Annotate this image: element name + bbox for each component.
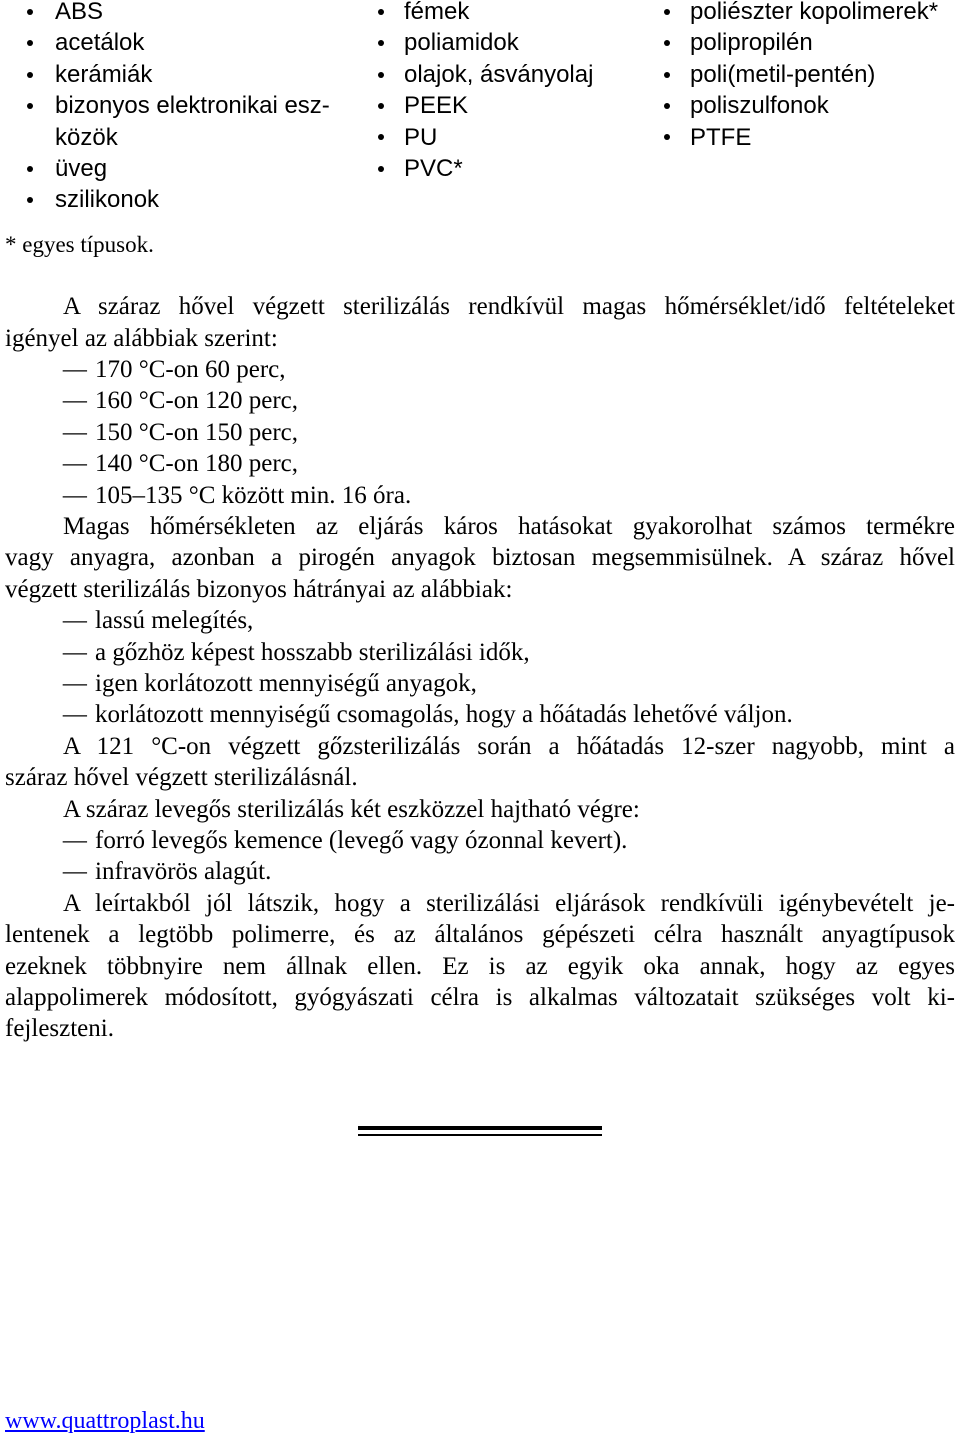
list-item xyxy=(404,0,593,27)
body-text xyxy=(5,291,955,1044)
dash-list-item xyxy=(5,699,955,730)
list-item-text: fémek xyxy=(404,0,470,25)
bullet-icon xyxy=(378,72,384,78)
list-item-text: kerámiák xyxy=(55,60,153,88)
text-line: Magas hőmérsékleten az eljárás káros hatásokat gyakorolhat számos termékre xyxy=(63,513,955,541)
double-rule-separator xyxy=(358,1126,602,1138)
paragraph xyxy=(5,511,955,605)
bullet-icon xyxy=(378,9,384,15)
dash-bullet: – xyxy=(63,701,87,729)
list-item xyxy=(690,27,938,58)
dash-list-item-text: a gőzhöz képest hosszabb sterilizálási idők, xyxy=(95,638,530,666)
bullet-icon xyxy=(378,40,384,46)
bullet-icon xyxy=(378,103,384,109)
text-line: fejleszteni. xyxy=(5,1015,114,1043)
dash-list-item-text: korlátozott mennyiségű csomagolás, hogy a hőátadás lehetővé váljon. xyxy=(95,701,793,729)
dash-bullet: – xyxy=(63,418,87,446)
list-item xyxy=(690,0,938,27)
footer-website-link[interactable]: www.quattroplast.hu xyxy=(5,1408,205,1434)
bullet-icon xyxy=(27,166,33,172)
material-list-column-3 xyxy=(690,0,938,153)
list-item xyxy=(404,122,593,153)
bullet-icon xyxy=(27,103,33,109)
dash-list-item xyxy=(5,417,955,448)
dash-list-item xyxy=(5,856,955,887)
dash-bullet: – xyxy=(63,669,87,697)
dash-list-item-text: 170 °C-on 60 perc, xyxy=(95,356,286,384)
dash-bullet: – xyxy=(63,858,87,886)
bullet-icon xyxy=(664,134,670,140)
bullet-icon xyxy=(664,9,670,15)
paragraph xyxy=(5,731,955,794)
dash-list-item xyxy=(5,825,955,856)
list-item xyxy=(55,90,330,153)
dash-bullet: – xyxy=(63,638,87,666)
list-item-text: PEEK xyxy=(404,92,469,120)
dash-list-item-text: lassú melegítés, xyxy=(95,607,254,635)
list-item-text: poliszulfonok xyxy=(690,92,829,120)
dash-bullet: – xyxy=(63,356,87,384)
material-list-column-2 xyxy=(404,0,593,184)
list-item xyxy=(404,153,593,184)
bullet-icon xyxy=(27,40,33,46)
material-lists xyxy=(0,0,960,226)
dash-list-item-text: 160 °C-on 120 perc, xyxy=(95,387,299,415)
dash-bullet: – xyxy=(63,387,87,415)
list-item xyxy=(55,59,330,90)
paragraph xyxy=(5,291,955,354)
dash-list-item-text: forró levegős kemence (levegő vagy ózonnal kevert). xyxy=(95,826,628,854)
list-item-text: PTFE xyxy=(690,123,752,151)
list-item xyxy=(55,153,330,184)
bullet-icon xyxy=(27,197,33,203)
material-list-column-1 xyxy=(55,0,330,216)
paragraph xyxy=(5,888,955,1045)
text-line: A száraz levegős sterilizálás két eszközzel hajtható végre: xyxy=(63,795,640,823)
paragraph xyxy=(5,794,955,825)
dash-list-item-text: 140 °C-on 180 perc, xyxy=(95,450,299,478)
dash-list-item xyxy=(5,605,955,636)
text-line: száraz hővel végzett sterilizálásnál. xyxy=(5,764,358,792)
list-item-text: poli(metil-pentén) xyxy=(690,60,876,88)
text-line: A 121 °C-on végzett gőzsterilizálás során a hőátadás 12-szer nagyobb, mint a xyxy=(63,732,955,760)
bullet-icon xyxy=(664,72,670,78)
dash-bullet: – xyxy=(63,481,87,509)
list-item-text: poliészter kopolimerek* xyxy=(690,0,939,25)
text-line: alappolimerek módosított, gyógyászati célra is alkalmas változatait szükséges volt ki- xyxy=(5,983,955,1011)
dash-bullet: – xyxy=(63,450,87,478)
dash-list-item xyxy=(5,385,955,416)
list-item xyxy=(690,59,938,90)
separator-thin-line xyxy=(358,1134,602,1136)
dash-list-item xyxy=(5,354,955,385)
bullet-icon xyxy=(664,40,670,46)
list-item-text-continued: közök xyxy=(55,123,118,151)
text-line: ezeknek többnyire nem állnak ellen. Ez is az egyik oka annak, hogy az egyes xyxy=(5,952,955,980)
list-item-text: PVC* xyxy=(404,155,463,183)
dash-bullet: – xyxy=(63,607,87,635)
list-item-text: acetálok xyxy=(55,29,145,57)
list-item-text: olajok, ásványolaj xyxy=(404,60,594,88)
list-item-text: üveg xyxy=(55,155,108,183)
text-line: vagy anyagra, azonban a pirogén anyagok biztosan megsemmisülnek. A száraz hővel xyxy=(5,544,955,572)
bullet-icon xyxy=(27,9,33,15)
list-item-text: poliamidok xyxy=(404,29,519,57)
list-item xyxy=(404,90,593,121)
dash-list-item-text: infravörös alagút. xyxy=(95,858,272,886)
text-line: igényel az alábbiak szerint: xyxy=(5,324,278,352)
list-item-text: szilikonok xyxy=(55,186,160,214)
bullet-icon xyxy=(378,134,384,140)
bullet-icon xyxy=(27,72,33,78)
dash-list xyxy=(5,354,955,511)
list-item-text: polipropilén xyxy=(690,29,813,57)
list-item-text: PU xyxy=(404,123,438,151)
footnote: * egyes típusok. xyxy=(5,232,154,257)
list-item-text: ABS xyxy=(55,0,104,25)
dash-list-item xyxy=(5,448,955,479)
dash-bullet: – xyxy=(63,826,87,854)
list-item xyxy=(690,90,938,121)
bullet-icon xyxy=(664,103,670,109)
list-item xyxy=(690,122,938,153)
list-item xyxy=(55,27,330,58)
dash-list xyxy=(5,825,955,888)
text-line: lentenek a legtöbb polimerre, és az általános gépészeti célra használt anyagtípusok xyxy=(5,921,955,949)
list-item-text: bizonyos elektronikai esz- xyxy=(55,92,330,120)
list-item xyxy=(404,27,593,58)
list-item xyxy=(55,0,330,27)
list-item xyxy=(55,184,330,215)
dash-list-item-text: 150 °C-on 150 perc, xyxy=(95,418,299,446)
text-line: A száraz hővel végzett sterilizálás rendkívül magas hőmérséklet/idő feltételeket xyxy=(63,293,955,321)
separator-thick-line xyxy=(358,1126,602,1130)
bullet-icon xyxy=(378,166,384,172)
dash-list-item xyxy=(5,637,955,668)
text-line: A leírtakból jól látszik, hogy a sterilizálási eljárások rendkívüli igénybevételt je- xyxy=(63,889,955,917)
dash-list-item xyxy=(5,480,955,511)
dash-list-item-text: igen korlátozott mennyiségű anyagok, xyxy=(95,669,477,697)
text-line: végzett sterilizálás bizonyos hátrányai az alábbiak: xyxy=(5,575,513,603)
dash-list xyxy=(5,605,955,731)
dash-list-item-text: 105–135 °C között min. 16 óra. xyxy=(95,481,412,509)
dash-list-item xyxy=(5,668,955,699)
list-item xyxy=(404,59,593,90)
